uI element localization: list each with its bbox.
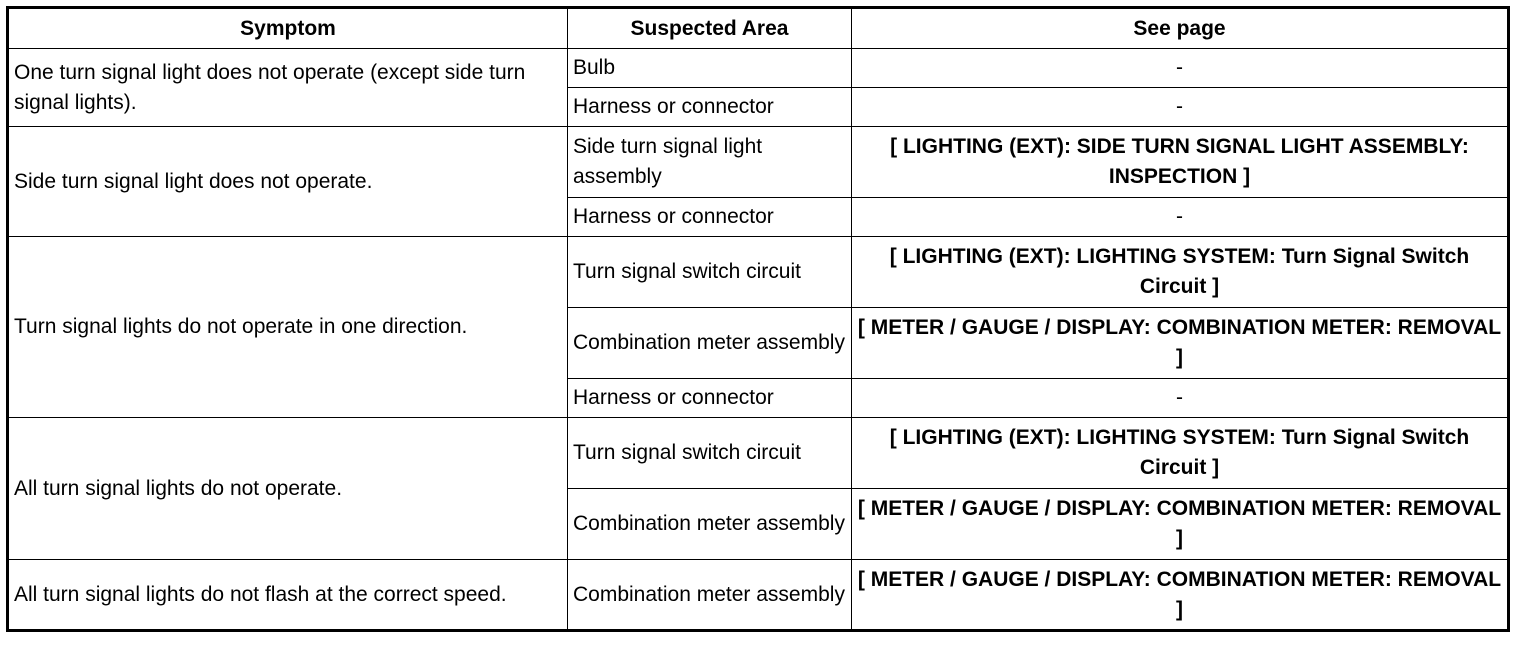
header-row (8, 8, 1509, 49)
see-page-link[interactable]: [ LIGHTING (EXT): SIDE TURN SIGNAL LIGHT ASSEMBLY: INSPECTION ] (852, 127, 1509, 198)
troubleshooting-table (6, 6, 1510, 632)
see-page-link[interactable]: [ METER / GAUGE / DISPLAY: COMBINATION METER: REMOVAL ] (852, 489, 1509, 560)
table-row (8, 560, 1509, 631)
suspected-area-cell: Harness or connector (568, 379, 852, 418)
see-page-cell: - (852, 379, 1509, 418)
symptom-cell: Side turn signal light does not operate. (8, 127, 568, 237)
symptom-cell: Turn signal lights do not operate in one direction. (8, 237, 568, 418)
header-see-page: See page (852, 8, 1509, 49)
suspected-area-cell: Combination meter assembly (568, 489, 852, 560)
see-page-cell: - (852, 198, 1509, 237)
suspected-area-cell: Turn signal switch circuit (568, 418, 852, 489)
symptom-cell: All turn signal lights do not operate. (8, 418, 568, 560)
see-page-link[interactable]: [ METER / GAUGE / DISPLAY: COMBINATION METER: REMOVAL ] (852, 560, 1509, 631)
suspected-area-cell: Harness or connector (568, 198, 852, 237)
see-page-link[interactable]: [ LIGHTING (EXT): LIGHTING SYSTEM: Turn Signal Switch Circuit ] (852, 237, 1509, 308)
table-row (8, 49, 1509, 88)
symptom-cell: One turn signal light does not operate (except side turn signal lights). (8, 49, 568, 127)
table-row (8, 418, 1509, 489)
see-page-cell: - (852, 49, 1509, 88)
suspected-area-cell: Combination meter assembly (568, 308, 852, 379)
see-page-link[interactable]: [ LIGHTING (EXT): LIGHTING SYSTEM: Turn Signal Switch Circuit ] (852, 418, 1509, 489)
suspected-area-cell: Harness or connector (568, 88, 852, 127)
header-suspected-area: Suspected Area (568, 8, 852, 49)
suspected-area-cell: Combination meter assembly (568, 560, 852, 631)
see-page-link[interactable]: [ METER / GAUGE / DISPLAY: COMBINATION METER: REMOVAL ] (852, 308, 1509, 379)
header-symptom: Symptom (8, 8, 568, 49)
suspected-area-cell: Side turn signal light assembly (568, 127, 852, 198)
table-row (8, 127, 1509, 198)
troubleshooting-table-container (6, 6, 1507, 632)
see-page-cell: - (852, 88, 1509, 127)
suspected-area-cell: Bulb (568, 49, 852, 88)
symptom-cell: All turn signal lights do not flash at the correct speed. (8, 560, 568, 631)
suspected-area-cell: Turn signal switch circuit (568, 237, 852, 308)
table-row (8, 237, 1509, 308)
